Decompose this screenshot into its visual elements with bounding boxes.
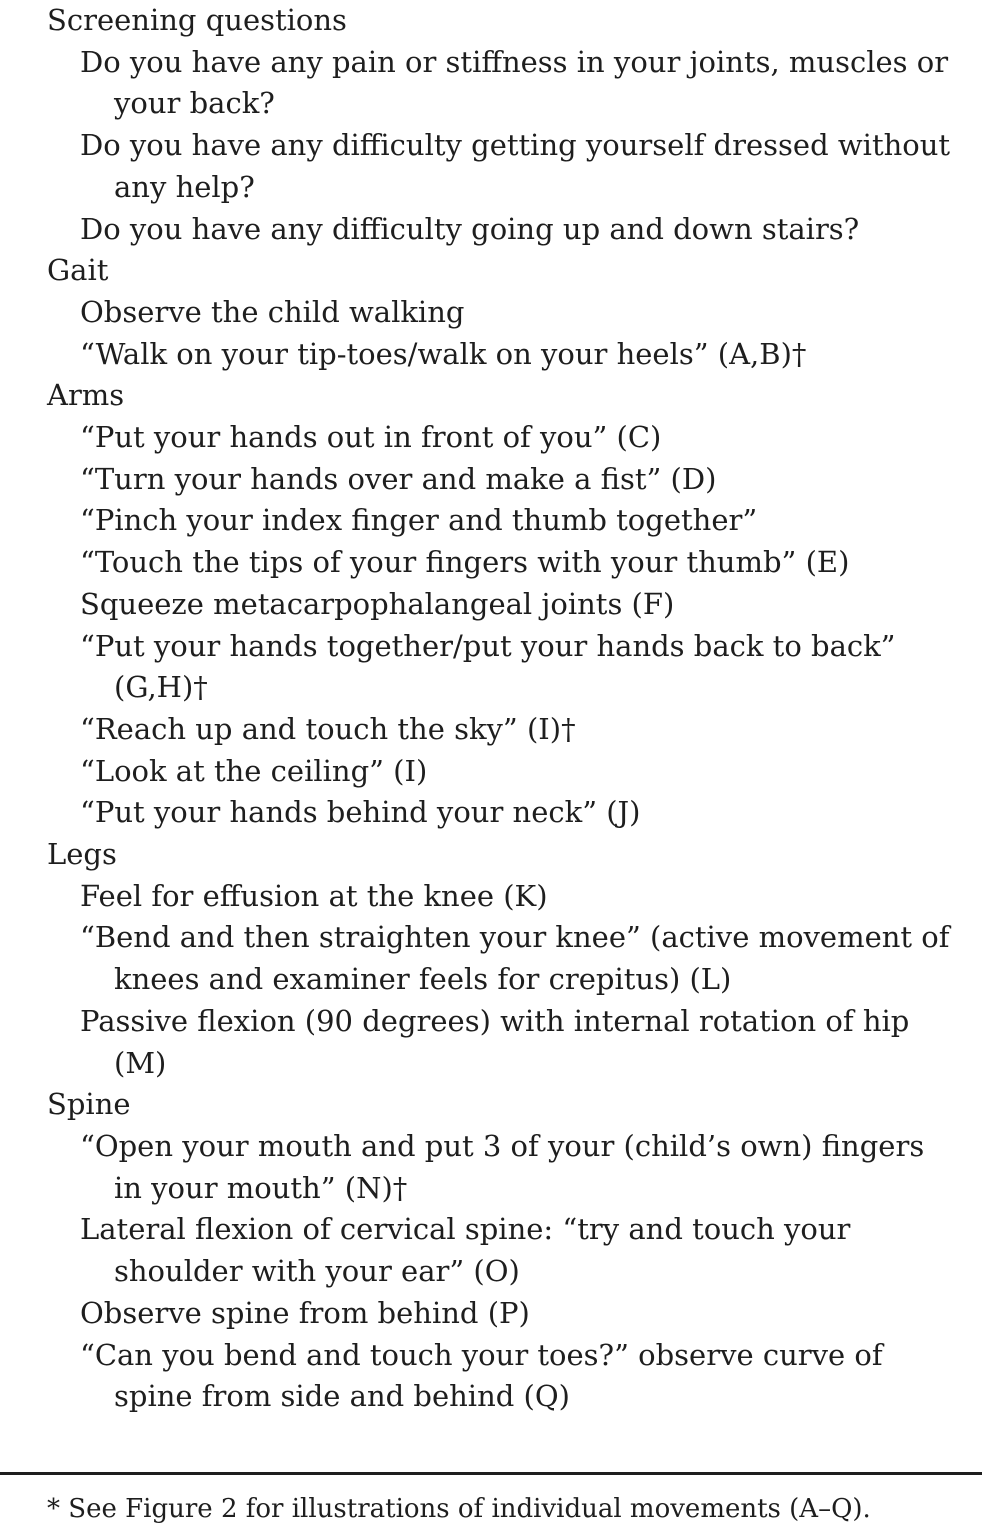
- footnote-divider: [0, 1472, 982, 1475]
- section-heading: Screening questions: [47, 3, 347, 37]
- list-item: Passive flexion (90 degrees) with internal rotation of hip (M): [80, 1003, 910, 1080]
- list-item: “Turn your hands over and make a fist” (D): [80, 461, 717, 496]
- list-item: Observe spine from behind (P): [80, 1295, 530, 1330]
- list-item: Do you have any difficulty getting yourself dressed without any help?: [80, 128, 951, 204]
- list-item: “Pinch your index finger and thumb together”: [80, 503, 758, 538]
- list-item: Do you have any pain or stiffness in your joints, muscles or your back?: [80, 44, 949, 121]
- list-item: “Put your hands together/put your hands back to back” (G,H)†: [80, 628, 896, 705]
- list-item: “Can you bend and touch your toes?” observe curve of spine from side and behind (Q): [80, 1337, 883, 1414]
- list-item: “Touch the tips of your fingers with your thumb” (E): [80, 545, 850, 580]
- section-legs: [0, 834, 982, 1084]
- section-heading: Gait: [47, 253, 109, 288]
- list-item: “Bend and then straighten your knee” (active movement of knees and examiner feels for crepitus) (L): [80, 920, 950, 997]
- list-item: “Put your hands out in front of you” (C): [80, 420, 662, 455]
- list-item: Squeeze metacarpophalangeal joints (F): [80, 586, 675, 621]
- list-item: “Look at the ceiling” (I): [80, 753, 428, 788]
- section-arms: [0, 375, 982, 834]
- list-item: “Open your mouth and put 3 of your (child’s own) fingers in your mouth” (N)†: [80, 1128, 925, 1205]
- section-heading: Arms: [47, 378, 125, 413]
- list-item: Observe the child walking: [80, 294, 465, 329]
- list-item: Lateral flexion of cervical spine: “try and touch your shoulder with your ear” (O): [80, 1212, 851, 1289]
- section-gait: [0, 250, 982, 375]
- list-item: “Reach up and touch the sky” (I)†: [80, 711, 576, 746]
- footnote: * See Figure 2 for illustrations of individual movements (A–Q).: [47, 1494, 871, 1524]
- section-heading: Spine: [47, 1087, 131, 1122]
- section-screening-questions: [0, 0, 982, 250]
- list-item: “Put your hands behind your neck” (J): [80, 795, 641, 830]
- list-item: Feel for effusion at the knee (K): [80, 878, 548, 913]
- section-spine: [0, 1084, 982, 1418]
- list-item: Do you have any difficulty going up and down stairs?: [80, 211, 860, 246]
- section-heading: Legs: [47, 837, 117, 872]
- list-item: “Walk on your tip-toes/walk on your heels” (A,B)†: [80, 336, 807, 371]
